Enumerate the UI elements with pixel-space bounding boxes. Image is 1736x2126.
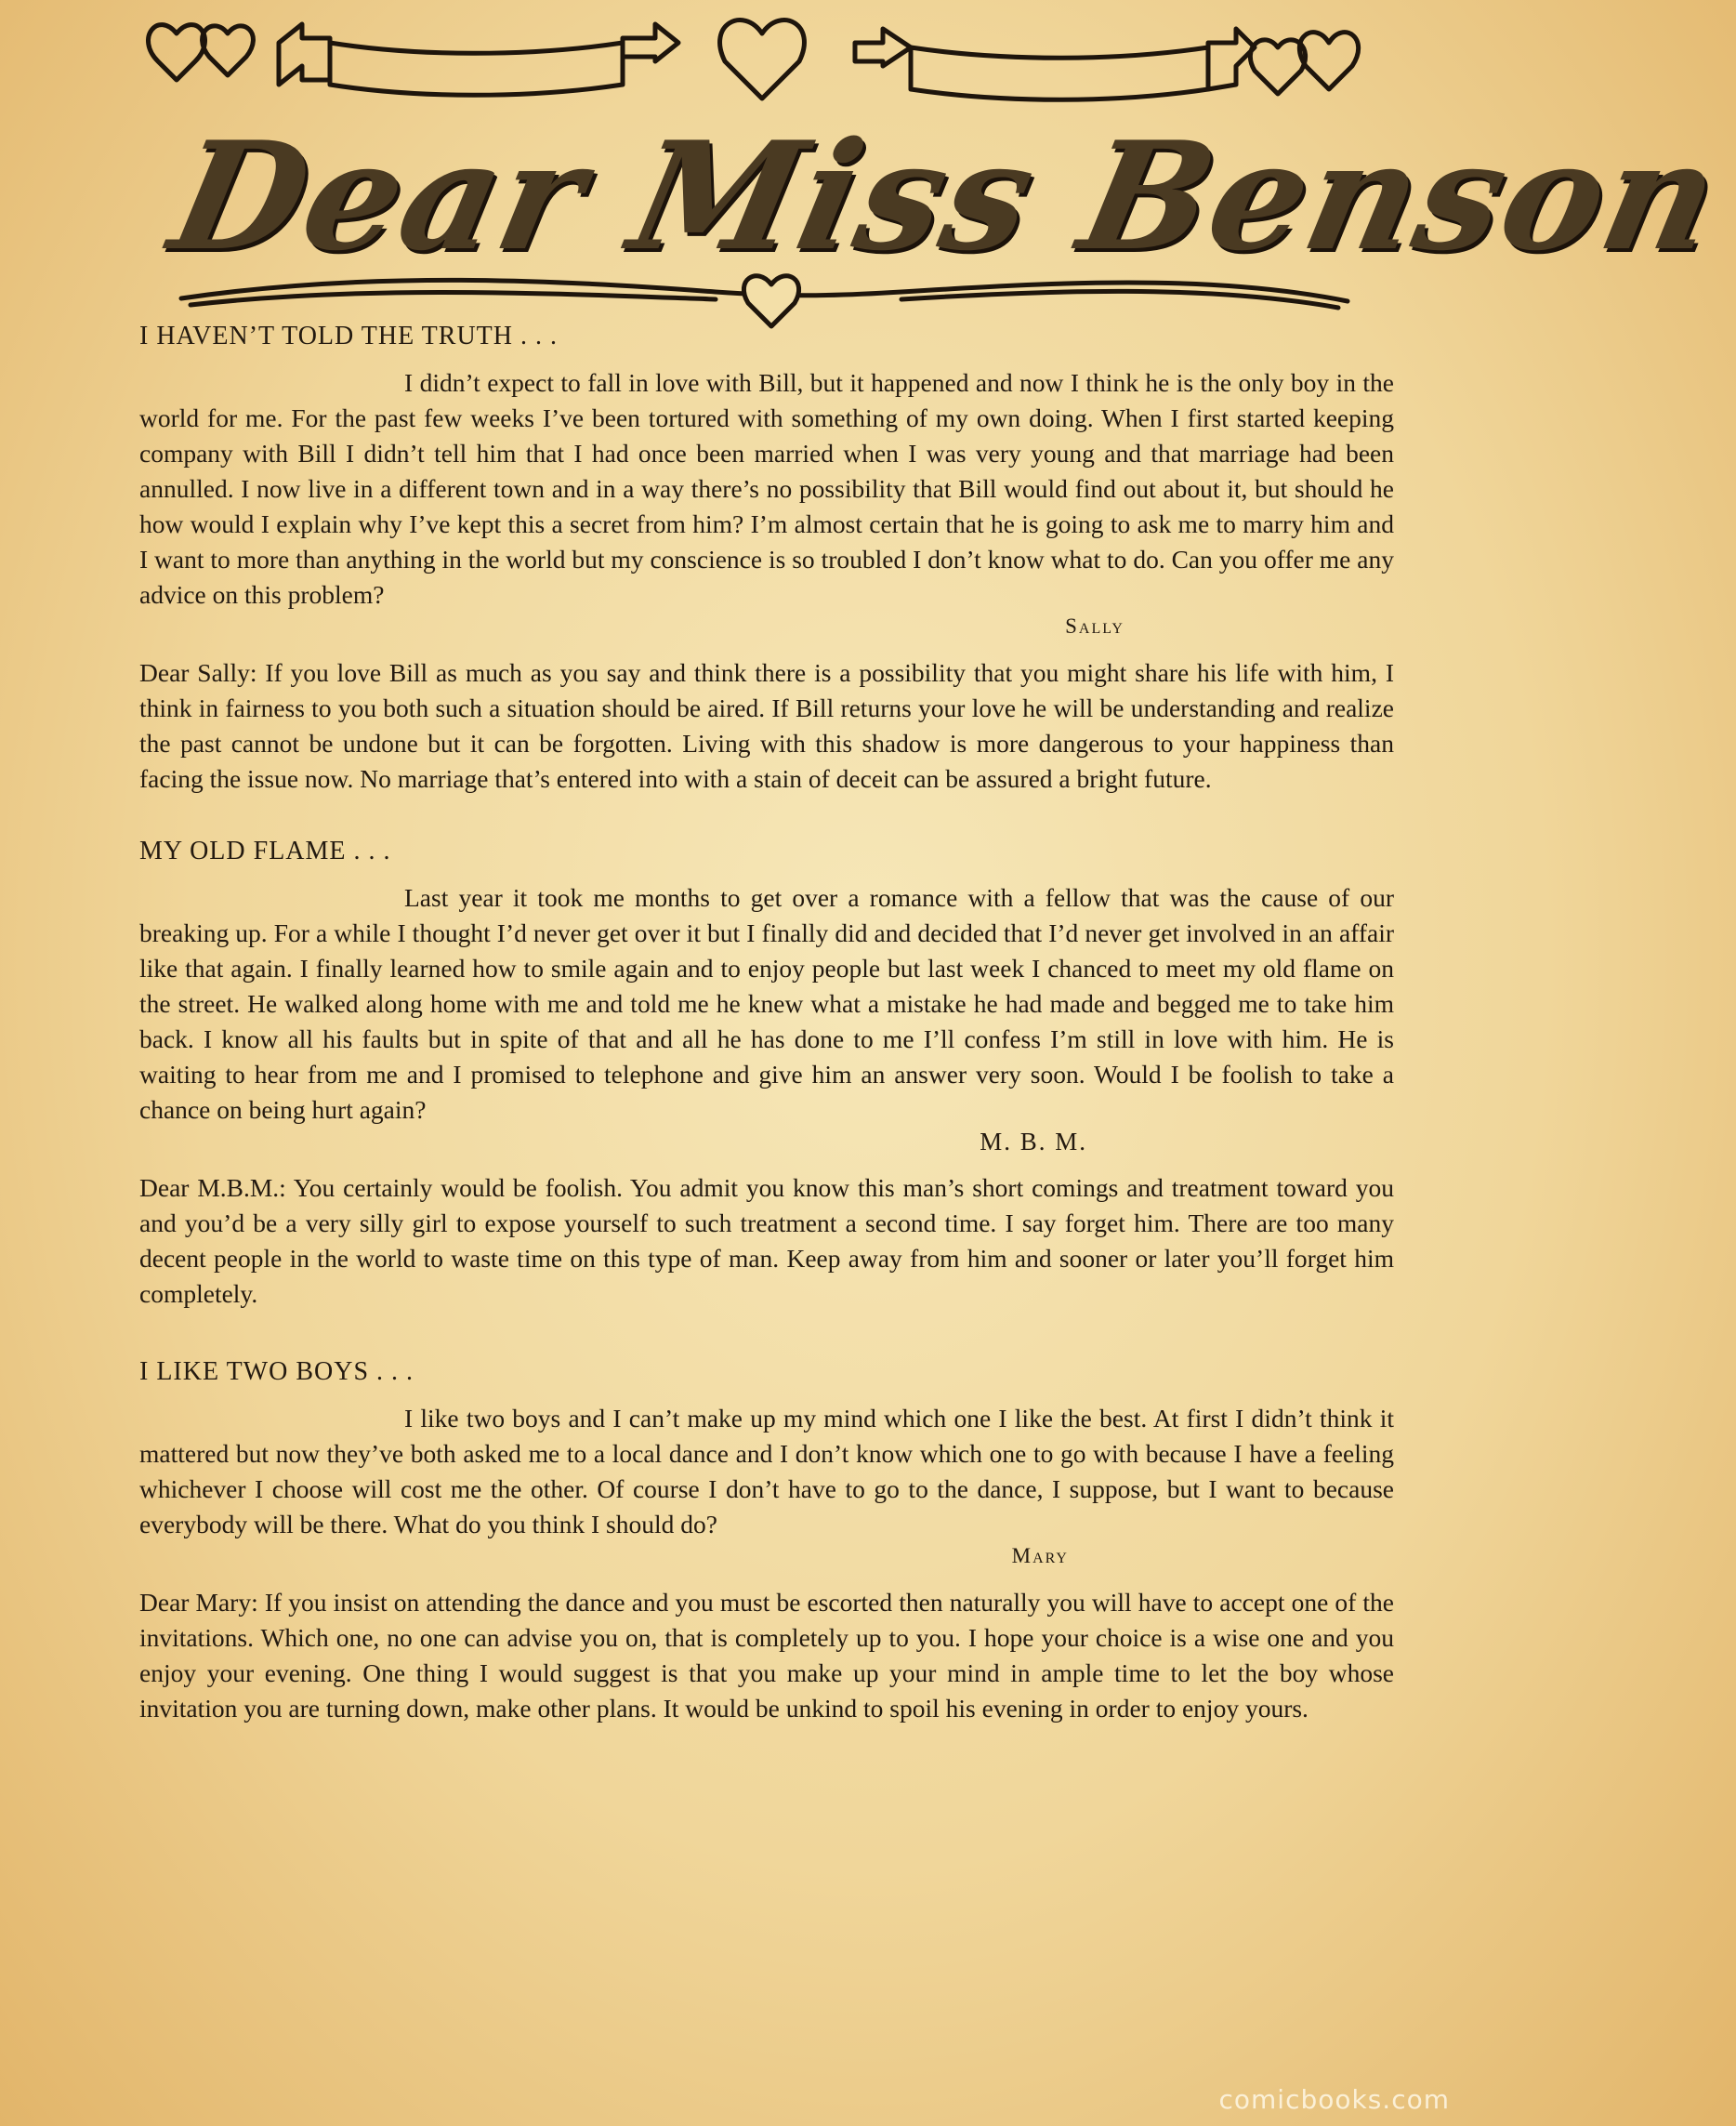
heart-icon [149, 25, 205, 80]
watermark: comicbooks.com [1218, 2084, 1450, 2115]
reply-body: Dear Sally: If you love Bill as much as you say and think there is a possibility that you might share his life with him, I think in fairness to you both such a situation should be aired. If Bill returns your love he will be understanding and realize the past cannot be undone but it can be forgotten. Living with this shadow is more dangerous to your happiness than facing the issue now. No marriage that’s entered into with a stain of deceit can be assured a bright future. [139, 658, 1394, 793]
letter-body: I like two boys and I can’t make up my mind which one I like the best. At first I didn’t think it mattered but now they’ve both asked me to a local dance and I don’t know which one to go with because I have a feeling whichever I choose will cost me the other. Of course I don’t have to go to the dance, I suppose, but I want to because everybody will be there. What do you think I should do? [139, 1404, 1394, 1538]
section-heading: I LIKE TWO BOYS . . . [139, 1357, 414, 1386]
section-heading: I HAVEN’T TOLD THE TRUTH . . . [139, 322, 558, 350]
page-title: Dear Miss Benson [158, 109, 1735, 284]
reply-body: Dear M.B.M.: You certainly would be foolish. You admit you know this man’s short comings and treatment toward you and you’d be a very silly girl to expose yourself to such treatment a second time. I say forget him. There are too many decent people in the world to waste time on this type of man. Keep away from him and sooner or later you’ll forget him completely. [139, 1173, 1394, 1308]
letter-body: I didn’t expect to fall in love with Bill, but it happened and now I think he is the only boy in the world for me. For the past few weeks I’ve been tortured with something of my own doing. When I first started keeping company with Bill I didn’t tell him that I had once been married when I was very young and that marriage had been annulled. I now live in a different town and in a way there’s no possibility that Bill would find out about it, but should he how would I explain why I’ve kept this a secret from him? I’m almost certain that he is going to ask me to marry him and I want to more than anything in the world but my conscience is so troubled I don’t know what to do. Can you offer me any advice on this problem? [139, 368, 1394, 609]
heart-icon [720, 20, 805, 99]
letter-signature: Sally [1065, 614, 1124, 638]
letter-body: Last year it took me months to get over a romance with a fellow that was the cause of our breaking up. For a while I thought I’d never get over it but I finally did and decided that I’d never get involved in an affair like that again. I finally learned how to smile again and to enjoy people but last week I chanced to meet my old flame on the street. He walked along home with me and told me he knew what a mistake he had made and begged me to take him back. I know all his faults but in spite of that and all he has done to me I’ll confess I’m still in love with him. He is waiting to hear from me and I promised to telephone and give him an answer very soon. Would I be foolish to take a chance on being hurt again? [139, 883, 1394, 1124]
heart-icon [1299, 33, 1358, 89]
masthead [139, 6, 1735, 322]
letter-signature: M. B. M. [980, 1128, 1087, 1155]
letter-section-truth [139, 321, 1394, 797]
reply-body: Dear Mary: If you insist on attending the dance and you must be escorted then naturally you will have to accept one of the invitations. Which one, no one can advise you on, that is completely up to you. I hope your choice is a wise one and you enjoy your evening. One thing I would suggest is that you make up your mind in ample time to let the boy whose invitation you are turning down, make other plans. It would be unkind to spoil his evening in order to enjoy yours. [139, 1588, 1394, 1723]
heart-icon [1250, 40, 1305, 94]
letter-signature: Mary [1011, 1544, 1069, 1567]
column-content [139, 321, 1394, 1726]
heart-icon [203, 26, 254, 75]
letter-section-two-boys [139, 1356, 1394, 1726]
section-heading: MY OLD FLAME . . . [139, 837, 391, 865]
letter-section-old-flame [139, 836, 1394, 1312]
